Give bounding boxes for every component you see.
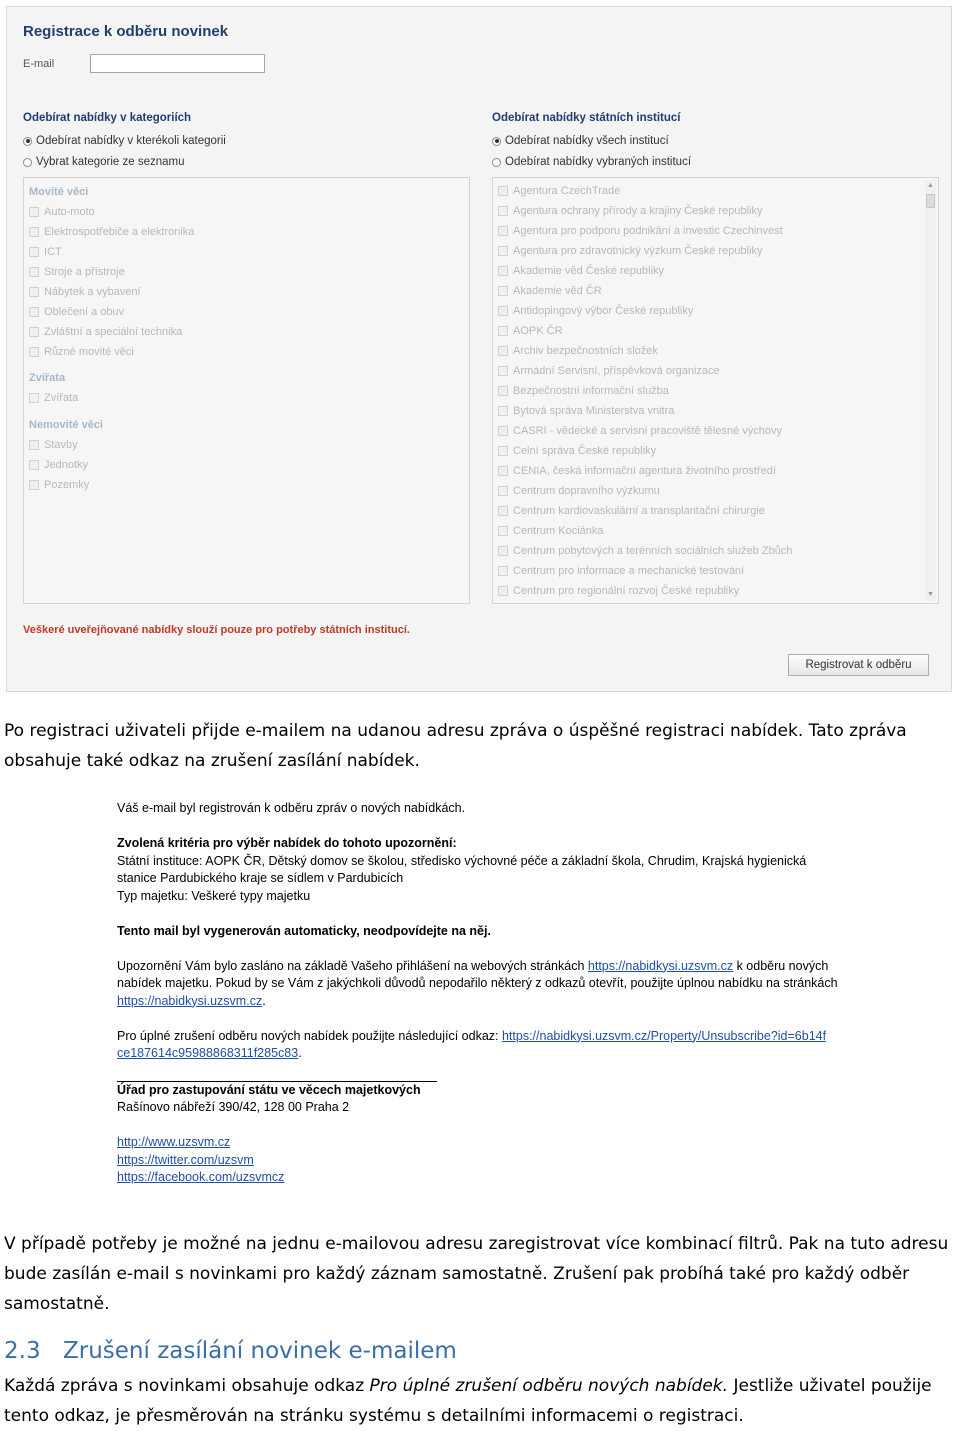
category-label: Zvířata — [44, 392, 79, 404]
category-item[interactable] — [29, 391, 78, 405]
category-list — [23, 177, 470, 604]
institution-item[interactable] — [498, 524, 604, 538]
category-label: ICT — [44, 246, 62, 258]
paragraph-unsubscribe-info — [4, 1371, 954, 1431]
institution-item[interactable] — [498, 404, 674, 418]
checkbox[interactable] — [498, 246, 508, 256]
radio-label: Vybrat kategorie ze seznamu — [36, 156, 185, 168]
checkbox[interactable] — [498, 206, 508, 216]
register-button[interactable]: Registrovat k odběru — [788, 654, 929, 676]
category-label: Oblečení a obuv — [44, 306, 125, 318]
radio-selected-institutions[interactable] — [492, 154, 691, 170]
institution-item[interactable] — [498, 204, 762, 218]
radio-button[interactable] — [492, 137, 501, 146]
email-web-link[interactable]: http://www.uzsvm.cz — [117, 1135, 231, 1149]
radio-button[interactable] — [23, 137, 32, 146]
institution-item[interactable] — [498, 324, 563, 338]
institution-label: Antidopingový výbor České republiky — [513, 305, 694, 317]
category-item[interactable] — [29, 265, 125, 279]
checkbox[interactable] — [29, 307, 39, 317]
email-warning-text: k odběru nových nabídek majetku. Pokud by se Vám z jakýchkoli důvodů nepodařilo některý z odkazů otevřít, použijte úplnou nabídku na stránkách — [117, 958, 838, 990]
registration-form-panel — [6, 6, 952, 692]
email-site-link[interactable]: https://nabidkysi.uzsvm.cz — [117, 993, 263, 1008]
institution-item[interactable] — [498, 184, 620, 198]
radio-all-institutions[interactable] — [492, 133, 669, 149]
email-unsubscribe-text: Pro úplné zrušení odběru nových nabídek použijte následující odkaz: — [117, 1028, 502, 1043]
checkbox[interactable] — [498, 386, 508, 396]
email-unsubscribe-link[interactable]: https://nabidkysi.uzsvm.cz/Property/Unsubscribe?id=6b14fce187614c95988868311f285c83 — [117, 1028, 827, 1060]
checkbox[interactable] — [29, 267, 39, 277]
scroll-thumb[interactable] — [926, 194, 935, 208]
radio-button[interactable] — [23, 158, 32, 167]
institution-item[interactable] — [498, 344, 658, 358]
category-item[interactable] — [29, 285, 141, 299]
checkbox[interactable] — [29, 393, 39, 403]
institution-label: Centrum pro regionální rozvoj České republiky — [513, 585, 740, 597]
checkbox[interactable] — [498, 286, 508, 296]
email-input[interactable] — [90, 54, 265, 73]
institution-item[interactable] — [498, 564, 744, 578]
category-item[interactable] — [29, 205, 95, 219]
institution-label: Agentura CzechTrade — [513, 185, 621, 197]
institutions-heading: Odebírat nabídky státních institucí — [492, 112, 681, 124]
categories-heading: Odebírat nabídky v kategoriích — [23, 112, 192, 124]
email-warning-text: Upozornění Vám bylo zasláno na základě Vašeho přihlášení na webových stránkách — [117, 958, 588, 973]
confirmation-email-example — [117, 800, 847, 1187]
checkbox[interactable] — [498, 266, 508, 276]
institution-label: Bezpečnostní informační služba — [513, 385, 669, 397]
email-auto-notice: Tento mail byl vygenerován automaticky, neodpovídejte na něj. — [117, 923, 491, 938]
email-warning-paragraph — [117, 958, 847, 1011]
institution-label: Agentura pro zdravotnický výzkum České republiky — [513, 245, 763, 257]
category-item[interactable] — [29, 458, 88, 472]
email-unsubscribe-text: . — [298, 1046, 302, 1060]
paragraph-text: Každá zpráva s novinkami obsahuje odkaz — [4, 1376, 370, 1396]
email-site-link[interactable]: https://nabidkysi.uzsvm.cz — [587, 958, 734, 973]
checkbox[interactable] — [498, 566, 508, 576]
government-only-notice: Veškeré uveřejňované nabídky slouží pouze pro potřeby státních institucí. — [23, 624, 410, 636]
scroll-down-arrow-icon[interactable]: ▼ — [927, 591, 934, 598]
category-item[interactable] — [29, 345, 134, 359]
category-item[interactable] — [29, 478, 89, 492]
radio-select-categories[interactable] — [23, 154, 185, 170]
email-criteria-type: Typ majetku: Veškeré typy majetku — [117, 888, 311, 903]
institution-item[interactable] — [498, 304, 693, 318]
checkbox[interactable] — [29, 227, 39, 237]
institution-label: Centrum pobytových a terénních sociálních služeb Zbůch — [513, 545, 793, 557]
institution-label: CASRI - vědecké a servisní pracoviště tělesné výchovy — [513, 425, 783, 437]
section-title: Zrušení zasílání novinek e-mailem — [63, 1338, 457, 1364]
checkbox[interactable] — [498, 346, 508, 356]
section-number: 2.3 — [4, 1338, 41, 1364]
checkbox[interactable] — [29, 207, 39, 217]
institution-label: Akademie věd České republiky — [513, 265, 665, 277]
email-label: E-mail — [23, 58, 55, 70]
email-unsubscribe-paragraph — [117, 1028, 827, 1063]
paragraph-text: Jestliže uživatel použije tento odkaz, je přesměrován na stránku systému s detailními informacemi o registraci. — [4, 1376, 932, 1426]
checkbox[interactable] — [498, 466, 508, 476]
institution-label: CENIA, česká informační agentura životního prostředí — [513, 465, 776, 477]
category-item[interactable] — [29, 305, 124, 319]
form-title: Registrace k odběru novinek — [23, 23, 229, 40]
category-label: Jednotky — [44, 459, 89, 471]
institution-item[interactable] — [498, 504, 765, 518]
email-criteria-heading: Zvolená kritéria pro výběr nabídek do tohoto upozornění: — [117, 836, 457, 850]
checkbox[interactable] — [498, 366, 508, 376]
institution-label: Agentura pro podporu podnikání a investic Czechinvest — [513, 225, 783, 237]
radio-label: Odebírat nabídky všech institucí — [505, 135, 669, 147]
category-label: Pozemky — [44, 479, 90, 491]
scroll-up-arrow-icon[interactable]: ▲ — [927, 182, 934, 189]
email-facebook-link[interactable]: https://facebook.com/uzsvmcz — [117, 1170, 285, 1184]
checkbox[interactable] — [29, 327, 39, 337]
institution-item[interactable] — [498, 484, 660, 498]
checkbox[interactable] — [29, 247, 39, 257]
category-label: Různé movité věci — [44, 346, 134, 358]
email-registered-line: Váš e-mail byl registrován k odběru zpráv o nových nabídkách. — [117, 801, 466, 815]
checkbox[interactable] — [498, 406, 508, 416]
group-title-animals: Zvířata — [29, 372, 66, 384]
institution-label: Centrum dopravního výzkumu — [513, 485, 660, 497]
category-item[interactable] — [29, 225, 194, 239]
institution-item[interactable] — [498, 464, 776, 478]
checkbox[interactable] — [498, 326, 508, 336]
category-label: Auto-moto — [44, 206, 95, 218]
institution-list[interactable] — [492, 177, 939, 604]
email-org-address: Rašínovo nábřeží 390/42, 128 00 Praha 2 — [117, 1100, 350, 1114]
email-criteria-institutions: Státní instituce: AOPK ČR, Dětský domov se školou, středisko výchovné péče a základní škola, Chrudim, Krajská hygienická stanice Pardubického kraje se sídlem v Pardubicích — [117, 853, 807, 885]
radio-any-category[interactable] — [23, 133, 226, 149]
checkbox[interactable] — [498, 506, 508, 516]
group-title-movable: Movité věci — [29, 186, 89, 198]
checkbox[interactable] — [29, 287, 39, 297]
institution-label: Armádní Servisní, příspěvková organizace — [513, 365, 720, 377]
section-heading — [4, 1338, 457, 1364]
institution-label: Centrum Kociánka — [513, 525, 604, 537]
institution-item[interactable] — [498, 364, 720, 378]
checkbox[interactable] — [29, 440, 39, 450]
category-item[interactable] — [29, 325, 182, 339]
checkbox[interactable] — [498, 546, 508, 556]
institution-label: Agentura ochrany přírody a krajiny České republiky — [513, 205, 763, 217]
institution-label: Centrum pro informace a mechanické testování — [513, 565, 745, 577]
institution-item[interactable] — [498, 444, 656, 458]
institution-label: AOPK ČR — [513, 325, 563, 337]
institution-item[interactable] — [498, 244, 762, 258]
email-warning-text: . — [262, 993, 266, 1008]
category-label: Stavby — [44, 439, 78, 451]
paragraph-registration-info: Po registraci uživateli přijde e-mailem na udanou adresu zpráva o úspěšné registraci nabídek. Tato zpráva obsahuje také odkaz na zrušení zasílání nabídek. — [4, 721, 907, 771]
email-twitter-link[interactable]: https://twitter.com/uzsvm — [117, 1152, 254, 1167]
institution-item[interactable] — [498, 264, 664, 278]
checkbox[interactable] — [498, 226, 508, 236]
paragraph-multiple-filters: V případě potřeby je možné na jednu e-mailovou adresu zaregistrovat více kombinací filtrů. Pak na tuto adresu bude zasílán e-mail s novinkami pro každý záznam samostatně. Zrušení pak probíhá také pro každý odběr samostatně. — [4, 1234, 949, 1314]
institution-item[interactable] — [498, 284, 602, 298]
category-label: Stroje a přístroje — [44, 266, 125, 278]
radio-label: Odebírat nabídky v kterékoli kategorii — [36, 135, 226, 147]
radio-button[interactable] — [492, 158, 501, 167]
checkbox[interactable] — [29, 347, 39, 357]
paragraph-emphasis: Pro úplné zrušení odběru nových nabídek. — [369, 1376, 729, 1396]
category-label: Zvláštní a speciální technika — [44, 326, 183, 338]
email-org-name: Úřad pro zastupování státu ve věcech majetkových — [117, 1082, 421, 1097]
checkbox[interactable] — [498, 306, 508, 316]
checkbox[interactable] — [498, 486, 508, 496]
radio-label: Odebírat nabídky vybraných institucí — [505, 156, 692, 168]
checkbox[interactable] — [498, 526, 508, 536]
checkbox[interactable] — [498, 446, 508, 456]
checkbox[interactable] — [29, 460, 39, 470]
institution-item[interactable] — [498, 384, 669, 398]
institution-item[interactable] — [498, 424, 782, 438]
group-title-real-estate: Nemovité věci — [29, 419, 103, 431]
category-label: Nábytek a vybavení — [44, 286, 141, 298]
institution-item[interactable] — [498, 544, 792, 558]
checkbox[interactable] — [29, 480, 39, 490]
institution-label: Celní správa České republiky — [513, 445, 657, 457]
institution-label: Bytová správa Ministerstva vnitra — [513, 405, 675, 417]
institution-label: Centrum kardiovaskulární a transplantační chirurgie — [513, 505, 765, 517]
institution-item[interactable] — [498, 584, 739, 598]
institution-label: Archiv bezpečnostních složek — [513, 345, 658, 357]
category-item[interactable] — [29, 438, 78, 452]
category-label: Elektrospotřebiče a elektronika — [44, 226, 195, 238]
checkbox[interactable] — [498, 426, 508, 436]
institution-list-scrollbar[interactable] — [925, 180, 936, 601]
institution-item[interactable] — [498, 224, 783, 238]
category-item[interactable] — [29, 245, 62, 259]
institution-label: Akademie věd ČR — [513, 285, 602, 297]
checkbox[interactable] — [498, 586, 508, 596]
checkbox[interactable] — [498, 186, 508, 196]
